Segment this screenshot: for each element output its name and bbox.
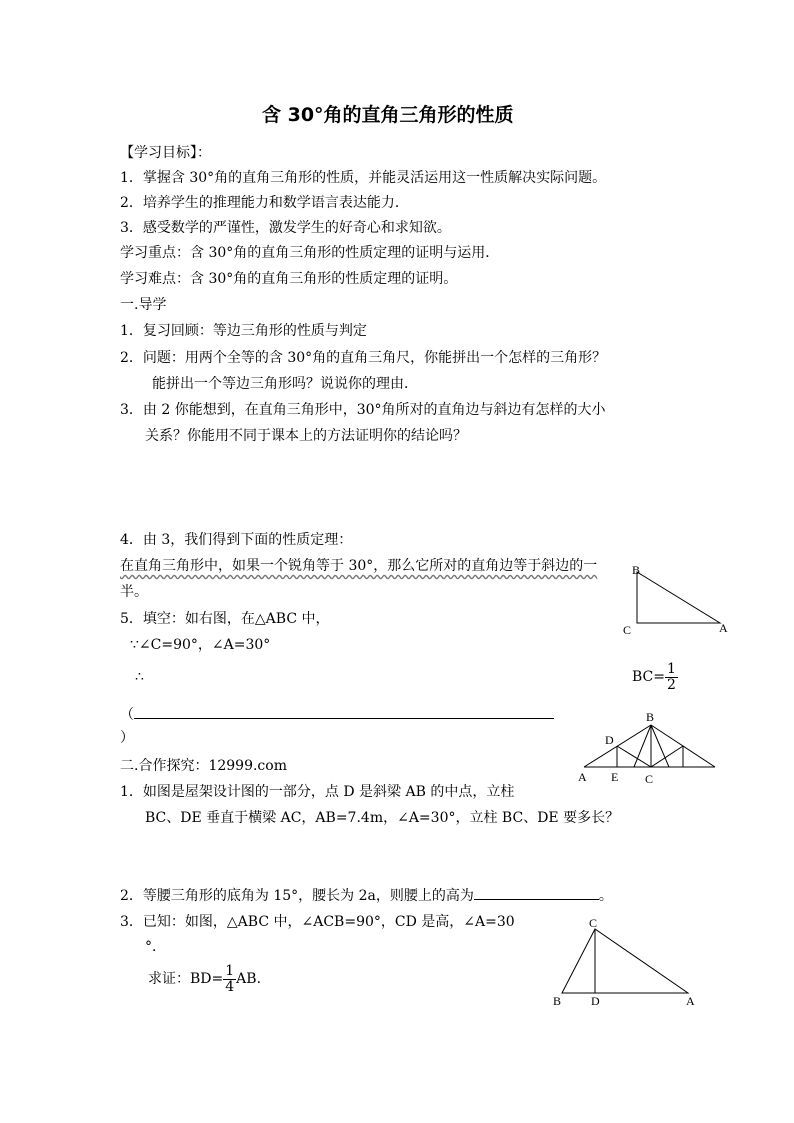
- alt-label-c: C: [589, 916, 598, 930]
- paren-open: （: [120, 707, 134, 723]
- alt-label-a: A: [686, 994, 695, 1008]
- fraction-denominator: 4: [225, 978, 235, 995]
- triangle-abc-outline: [562, 929, 688, 993]
- roof-truss-figure: [570, 705, 730, 795]
- paren-close: ）: [120, 730, 134, 746]
- reason-blank[interactable]: [134, 704, 554, 719]
- section1-q4: 4．由 3，我们得到下面的性质定理：: [120, 532, 353, 548]
- objectives-header: 【学习目标】：: [120, 145, 211, 161]
- theorem-line1: 在直角三角形中，如果一个锐角等于 30°，那么它所对的直角边等于斜边的一: [120, 558, 598, 574]
- fraction-numerator: 1: [667, 660, 676, 677]
- section1-q3-line1: 3．由 2 你能想到，在直角三角形中，30°角所对的直角边与斜边有怎样的大小: [120, 402, 606, 418]
- therefore-symbol: ∴: [135, 669, 144, 685]
- truss-brace-left-2: [634, 725, 651, 767]
- vertex-label-b: B: [632, 563, 641, 577]
- section1-q5-line1: 5．填空：如右图，在△ABC 中，: [120, 611, 330, 627]
- section2-header: 二.合作探究：12999.com: [120, 758, 287, 774]
- truss-label-a: A: [578, 770, 587, 784]
- section2-q1-line2: BC、DE 垂直于横梁 AC，AB=7.4m，∠A=30°，立柱 BC、DE 要多长？: [145, 810, 620, 826]
- vertex-label-a: A: [719, 621, 728, 635]
- altitude-triangle-figure: [545, 915, 715, 1015]
- section1-q1: 1．复习回顾：等边三角形的性质与判定: [120, 323, 367, 339]
- truss-label-d: D: [605, 733, 614, 747]
- bc-label: BC=: [632, 669, 665, 685]
- fraction-one-half: [665, 662, 678, 693]
- section1-q2-line2: 能拼出一个等边三角形吗？说说你的理由．: [152, 376, 418, 392]
- fraction-numerator: 1: [225, 962, 235, 979]
- section2-q1-line1: 1．如图是屋架设计图的一部分，点 D 是斜梁 AB 的中点，立柱: [120, 784, 515, 800]
- objective-item-2: 2．培养学生的推理能力和数学语言表达能力．: [120, 195, 409, 211]
- section1-q2-line1: 2．问题：用两个全等的含 30°角的直角三角尺，你能拼出一个怎样的三角形？: [120, 350, 607, 366]
- triangle-abc-shape: [637, 572, 720, 623]
- truss-brace-right-2: [651, 746, 683, 767]
- truss-label-e: E: [611, 770, 619, 784]
- key-point: 学习重点：含 30°角的直角三角形的性质定理的证明与运用．: [120, 245, 500, 261]
- reason-blank-line: [120, 704, 554, 725]
- section2-q2: [120, 885, 613, 906]
- bc-half-expression: [632, 658, 678, 696]
- section1-q3-line2: 关系？你能用不同于课本上的方法证明你的结论吗？: [145, 428, 467, 444]
- section1-q5-given: ∵∠C=90°，∠A=30°: [130, 637, 271, 653]
- section2-q2-text: 2．等腰三角形的底角为 15°，腰长为 2a，则腰上的高为: [120, 888, 474, 904]
- fraction-denominator: 2: [667, 676, 676, 693]
- proof-statement: [148, 960, 261, 998]
- height-blank[interactable]: [474, 885, 599, 900]
- truss-brace-left-1: [617, 746, 651, 767]
- objective-item-1: 1．掌握含 30°角的直角三角形的性质，并能灵活运用这一性质解决实际问题。: [120, 170, 607, 186]
- proof-label: 求证：BD=: [148, 971, 224, 987]
- alt-label-d: D: [591, 994, 600, 1008]
- proof-end: AB.: [236, 971, 262, 987]
- theorem-line2: 半。: [120, 584, 148, 600]
- fraction-one-quarter: [223, 964, 236, 995]
- page-title: 含 30°角的直角三角形的性质: [262, 104, 514, 126]
- difficult-point: 学习难点：含 30°角的直角三角形的性质定理的证明。: [120, 271, 458, 287]
- right-triangle-figure: [600, 560, 750, 650]
- objective-item-3: 3．感受数学的严谨性，激发学生的好奇心和求知欲。: [120, 220, 451, 236]
- section2-q3-line2: °．: [145, 939, 166, 955]
- truss-label-b: B: [646, 710, 655, 724]
- truss-label-c: C: [645, 772, 654, 786]
- section2-q2-end: 。: [598, 888, 613, 904]
- vertex-label-c: C: [623, 623, 632, 637]
- section1-header: 一.导学: [120, 297, 167, 313]
- alt-label-b: B: [553, 994, 562, 1008]
- section2-q3-line1: 3．已知：如图，△ABC 中，∠ACB=90°，CD 是高，∠A=30: [120, 914, 515, 930]
